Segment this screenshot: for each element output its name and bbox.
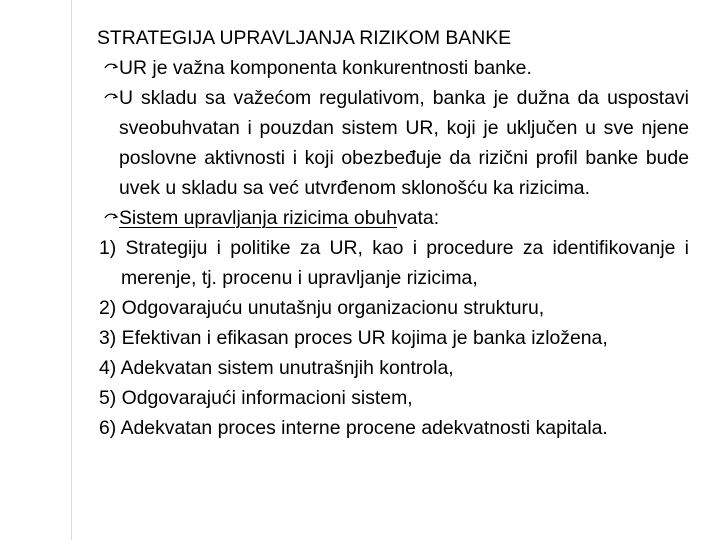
bullet-item bbox=[97, 83, 689, 203]
arrow-bullet-icon bbox=[104, 62, 118, 74]
numbered-item bbox=[97, 413, 689, 443]
item-number: 3) bbox=[99, 327, 117, 349]
bullet-text: UR je važna komponenta konkurentnosti banke. bbox=[119, 57, 532, 79]
arrow-bullet-icon bbox=[104, 212, 118, 224]
bullet-item bbox=[97, 53, 689, 83]
system-intro-underlined-text: Sistem upravljanja rizicima obuh bbox=[119, 207, 398, 229]
item-text: Odgovarajuću unutašnju organizacionu strukturu, bbox=[121, 297, 545, 319]
item-number: 2) bbox=[99, 297, 117, 319]
item-text: Adekvatan proces interne procene adekvatnosti kapitala. bbox=[120, 417, 608, 439]
numbered-item bbox=[97, 293, 689, 323]
numbered-item bbox=[97, 323, 689, 353]
bullet-text: U skladu sa važećom regulativom, banka je dužna da uspostavi sveobuhvatan i pouzdan sistem UR, koji je uključen u sve njene poslovne aktivnosti i koji obezbeđuje da rizični profil banke bude uvek u skladu sa već utvrđenom sklonošću ka rizicima. bbox=[119, 87, 689, 199]
arrow-bullet-icon bbox=[104, 92, 118, 104]
item-number: 4) bbox=[99, 357, 117, 379]
item-number: 5) bbox=[99, 387, 117, 409]
item-text: Odgovarajući informacioni sistem, bbox=[121, 387, 413, 409]
item-text: Efektivan i efikasan proces UR kojima je banka izložena, bbox=[121, 327, 608, 349]
item-number: 1) bbox=[99, 237, 117, 259]
item-text: Strategiju i politike za UR, kao i procedure za identifikovanje i merenje, tj. procenu i upravljanje rizicima, bbox=[121, 237, 689, 289]
numbered-item bbox=[97, 383, 689, 413]
system-intro-rest-text: vata: bbox=[397, 207, 440, 229]
numbered-item bbox=[97, 233, 689, 293]
item-number: 6) bbox=[99, 417, 117, 439]
slide-content bbox=[97, 23, 689, 443]
numbered-item bbox=[97, 353, 689, 383]
item-text: Adekvatan sistem unutrašnjih kontrola, bbox=[120, 357, 454, 379]
slide-title: STRATEGIJA UPRAVLJANJA RIZIKOM BANKE bbox=[97, 27, 512, 49]
slide-left-divider bbox=[71, 0, 72, 540]
system-intro bbox=[97, 203, 689, 233]
